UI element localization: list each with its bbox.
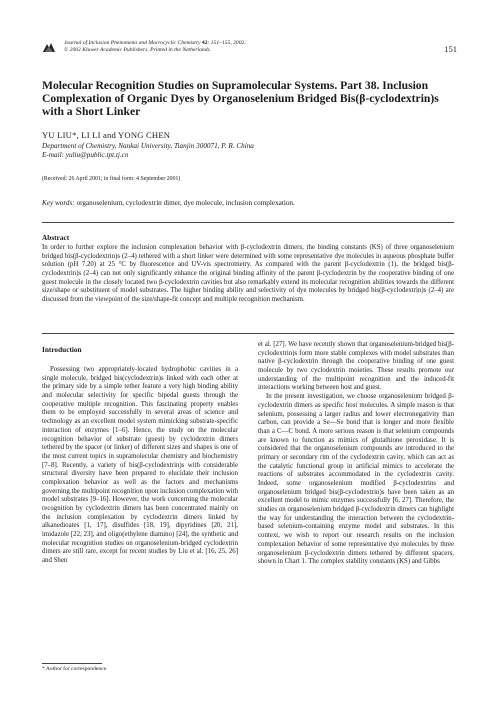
journal-name: Journal of Inclusion Phenomena and Macrocyclic Chemistry [64,40,201,46]
intro-paragraph-2: In the present investigation, we choose organoselenium bridged β-cyclodextrin dimers as specific host molecules. A simple reason is that selenium, possessing a larger radius and lower electronegativity than carbon, can provide a Se—Se bond that is longer and more flexible than a C—C bond. A more serious reason is that selenium compounds are known to function as mimics of glutathione peroxidase. It is considered that the organoselenium compounds are introduced to the primary or secondary rim of the cyclodextrin cavity, which can act as the catalytic functional group in artificial mimics to accelerate the reactions of substrates accommodated in the cyclodextrin cavity. Indeed, some organoselenium modified β-cyclodextrins and organoselenium bridged bis(β-cyclodextrin)s have been taken as an excellent model to mimic enzymes successfully [6, 27]. Therefore, the studies on organoselenium bridged β-cyclodextrin dimers can highlight the way for understanding the interaction between the cyclodextrin-based selenium-containing enzyme model and substrates. In this context, we wish to report our research results on the inclusion complexation behavior of some representative dye molecules by three organoselenium β-cyclodextrin dimers tethered by different spacers, shown in Chart 1. The complex stability constants (KS) and Gibbs [258,393,454,566]
abstract-bottom-rule [42,333,454,334]
keywords-text: organoselenium, cyclodextrin dimer, dye molecule, inclusion complexation. [74,199,295,207]
column-left [42,366,238,566]
intro-paragraph-continued: et al. [27]. We have recently shown that organoselenium-bridged bis(β-cyclodextrin)s form more stable complexes with model substrates than native β-cyclodextrin through the cooperative binding of one guest molecule by two cyclodextrin moieties. These results promote our understanding of the multipoint recognition and the induced-fit interactions working between host and guest. [258,341,454,392]
column-right [258,341,454,567]
intro-paragraph-1: Possessing two appropriately-located hydrophobic cavities in a single molecule, bridged bis(cyclodextrin)s linked with each other at the primary side by a simple tether feature a very high binding ability and molecular selectivity for specific bipedal guests through the cooperative multiple recognition. This fascinating property enables them to be employed successfully in several areas of science and technology as an excellent model system mimicking substrate-specific interaction of enzymes [1–6]. Hence, the study on the molecular recognition behavior of substrate (guest) by cyclodextrin dimers tethered by the spacer (or linker) of different sizes and shapes is one of the most current topics in supramolecular chemistry and biochemistry [7–8]. Recently, a variety of bis(β-cyclodextrin)s with considerable structural diversity have been prepared to elucidate their inclusion complexation behavior as well as the factors and mechanisms governing the multipoint recognition upon inclusion complexation with model substrates [9–16]. However, the work concerning the molecular recognition by cyclodextrin dimers has been concentrated mainly on the inclusion complexation by cyclodextrin dimers linked by alkanedioates [1, 17], disulfides [18, 19], dipyridines [20, 21], imidazole [22, 23], and oligo(ethylene diamino) [24], the synthetic and molecular recognition studies on organoselenium-bridged cyclodextrin dimers are still rare, except for recent studies by Liu et al. [16, 25, 26] and Shen [42,366,238,565]
footnote: * Author for correspondence. [42,666,108,672]
keywords-label: Key words: [42,199,75,207]
page-number: 151 [444,44,457,54]
journal-pages: : 151–155, 2002. [207,40,246,46]
affiliation-department: Department of Chemistry, Nankai University, Tianjin 300071, P. R. China [42,142,254,150]
journal-header [64,40,364,55]
author-list: YU LIU*, LI LI and YONG CHEN [42,130,171,140]
abstract-text: In order to further explore the inclusion complexation behavior with β-cyclodextrin dimers, the binding constants (KS) of three organoselenium bridged bis(β-cyclodextrin)s (2–4) tethered with a short linker were determined with some representative dye molecules in aqueous phosphate buffer solution (pH 7.20) at 25 °C by fluorescence and UV-vis spectrometry. As compared with the parent β-cyclodextrin (1), the bridged bis(β-cyclodextrin)s (2–4) can not only significantly enhance the original binding affinity of the parent β-cyclodextrin by the cooperative binding of one guest molecule in the closely located two β-cyclodextrin cavities but also remarkably extend its molecular recognition abilities towards the different size/shape or substituent of model substrates. The higher binding ability and selectivity of dye molecules by bridged bis(β-cyclodextrin)s (2–4) are discussed from the viewpoint of the size/shape-fit concept and multiple recognition mechanism. [42,244,454,304]
journal-volume: 42 [201,40,208,46]
abstract-heading: Abstract [42,233,70,242]
affiliation-email: E-mail: yuliu@public.tpt.tj.cn [42,151,129,160]
paper-title: Molecular Recognition Studies on Supramolecular Systems. Part 38. Inclusion Complexation of Organic Dyes by Organoselenium Bridged Bis(β-cyclodextrin)s with a Short Linker [42,79,439,119]
copyright-line: © 2002 Kluwer Academic Publishers. Printed in the Netherlands. [64,47,212,54]
keywords [42,199,295,207]
abstract-top-rule [42,222,454,223]
footnote-rule [42,663,102,664]
received-dates: (Received: 26 April 2001; in final form: 4 September 2001) [42,176,181,182]
introduction-heading: Introduction [42,345,82,354]
affiliation [42,142,254,161]
publisher-logo [42,41,56,54]
